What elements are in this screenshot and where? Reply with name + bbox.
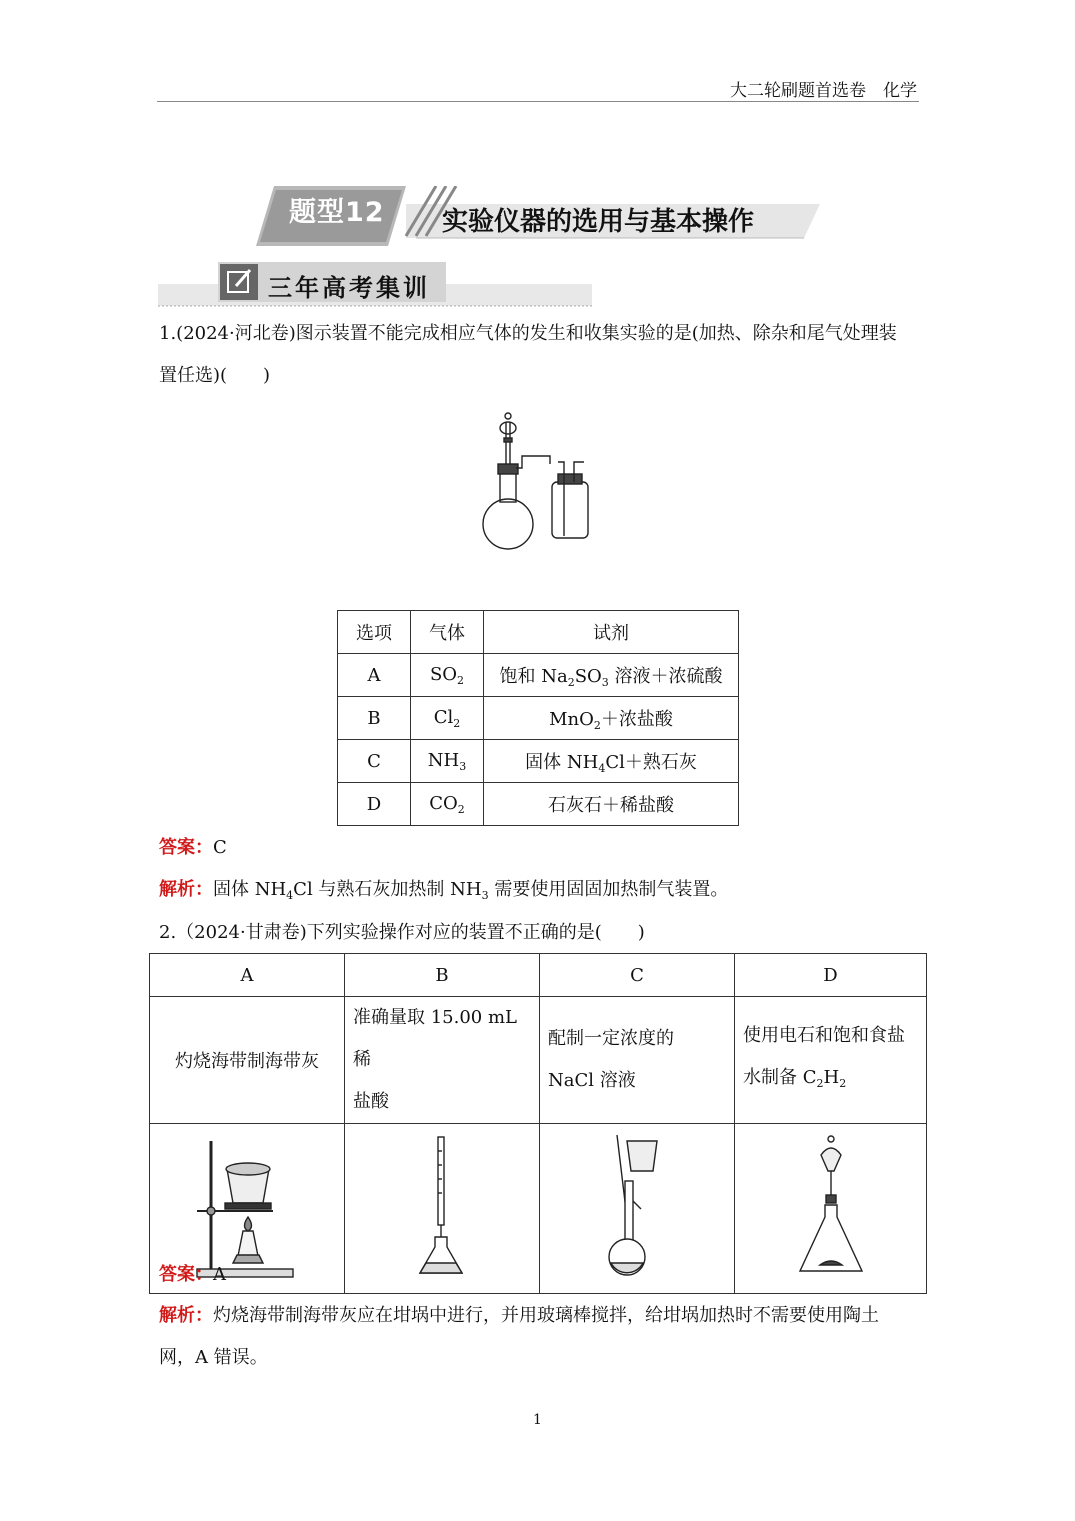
- gas-cell: $CO_2$: [411, 783, 484, 826]
- table-row: [338, 740, 739, 783]
- table-row: [338, 654, 739, 697]
- gas-cell: $NH_3$: [411, 740, 484, 783]
- reagent-cell: 饱和 $Na_2SO_3$ 溶液＋浓硫酸: [484, 654, 739, 697]
- reagent-cell: 石灰石＋稀盐酸: [484, 783, 739, 826]
- option-cell: D: [338, 783, 411, 826]
- q2-analysis-line1: 解析：灼烧海带制海带灰应在坩埚中进行，并用玻璃棒搅拌，给坩埚加热时不需要使用陶土: [159, 1305, 879, 1326]
- option-cell: A: [338, 654, 411, 697]
- desc-cell-a: 灼烧海带制海带灰: [150, 997, 345, 1124]
- table-row: [338, 697, 739, 740]
- table-header-cell: D: [735, 954, 927, 997]
- analysis-label: 解析：: [159, 1305, 213, 1326]
- answer-label: 答案：: [159, 837, 213, 858]
- banner-type-label: 题型12: [289, 197, 385, 228]
- q1-analysis: 解析：固体 $NH_4Cl$ 与熟石灰加热制 $NH_3$ 需要使用固固加热制气装置。: [159, 879, 729, 902]
- desc-cell-d: 使用电石和饱和食盐 水制备 $C_2H_2$: [735, 997, 927, 1124]
- option-cell: C: [338, 740, 411, 783]
- header-rule: [157, 101, 919, 102]
- reagent-cell: MnO$_2$＋浓盐酸: [484, 697, 739, 740]
- table-header-cell: 试剂: [484, 611, 739, 654]
- running-header: 大二轮刷题首选卷 化学: [730, 81, 917, 101]
- gas-apparatus-figure: [478, 408, 598, 556]
- analysis-label: 解析：: [159, 879, 213, 900]
- table-header-cell: 选项: [338, 611, 411, 654]
- q1-stem-line1: 1.(2024·河北卷)图示装置不能完成相应气体的发生和收集实验的是(加热、除杂和尾气处理装: [159, 323, 897, 344]
- page-number: 1: [533, 1412, 542, 1428]
- q2-options-table: [149, 953, 927, 1294]
- table-header-cell: 气体: [411, 611, 484, 654]
- answer-value: C: [213, 837, 227, 858]
- banner-title: 实验仪器的选用与基本操作: [442, 207, 755, 237]
- answer-label: 答案：: [159, 1264, 213, 1285]
- gas-cell: $Cl_2$: [411, 697, 484, 740]
- section-header: [158, 262, 592, 310]
- desc-cell-b: 准确量取 15.00 mL 稀 盐酸: [345, 997, 540, 1124]
- reagent-cell: 固体 $NH_4Cl+$熟石灰: [484, 740, 739, 783]
- q1-answer: [159, 827, 919, 869]
- q2-answer: [159, 1254, 919, 1296]
- table-row: [338, 783, 739, 826]
- gas-cell: $SO_2$: [411, 654, 484, 697]
- table-header-row: [338, 611, 739, 654]
- table-row: [150, 997, 927, 1124]
- table-header-cell: A: [150, 954, 345, 997]
- section-title: 三年高考集训: [268, 274, 430, 302]
- answer-value: A: [213, 1264, 226, 1285]
- question-type-banner: [256, 186, 820, 246]
- q1-options-table: [337, 610, 739, 826]
- table-header-cell: B: [345, 954, 540, 997]
- table-header-cell: C: [540, 954, 735, 997]
- desc-cell-c: 配制一定浓度的 NaCl 溶液: [540, 997, 735, 1124]
- table-header-row: [150, 954, 927, 997]
- option-cell: B: [338, 697, 411, 740]
- q2-stem: 2.（2024·甘肃卷)下列实验操作对应的装置不正确的是( ): [159, 922, 645, 943]
- q2-analysis-line2: 网，A 错误。: [159, 1347, 268, 1368]
- q1-stem-line2: 置任选)( ): [159, 365, 271, 386]
